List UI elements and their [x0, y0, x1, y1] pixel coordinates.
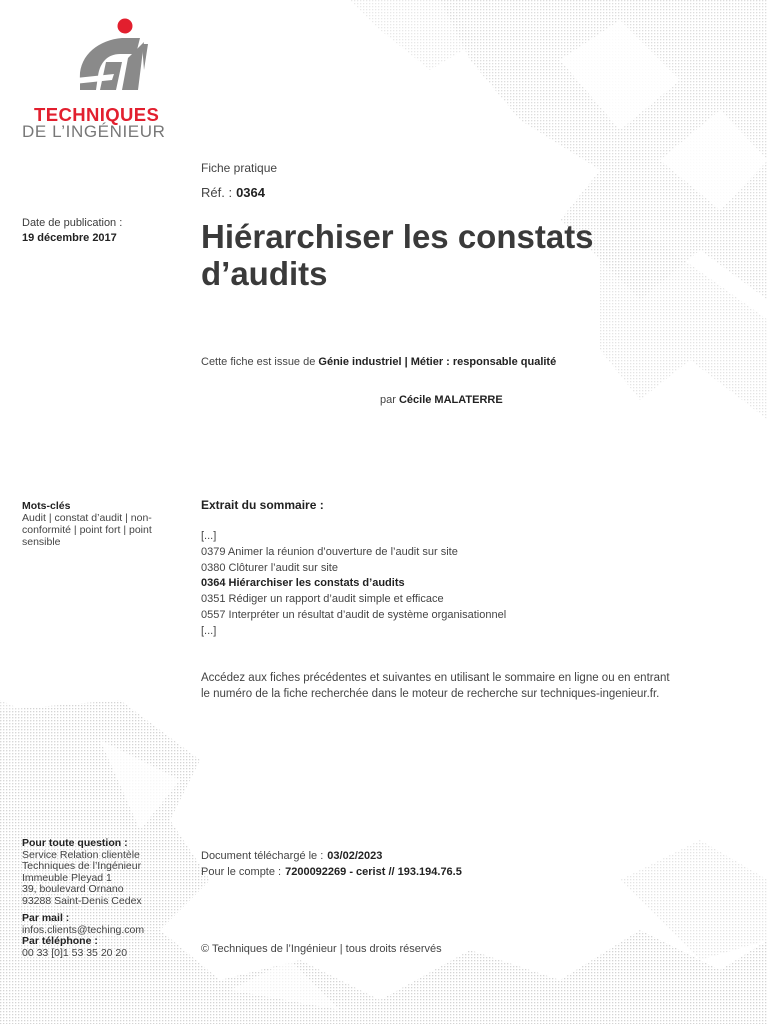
contact-block [22, 838, 192, 959]
summary-item[interactable]: 0380 Clôturer l’audit sur site [201, 561, 338, 574]
author-name: Cécile MALATERRE [398, 394, 503, 406]
access-instructions [201, 670, 731, 702]
summary-item: [...] [201, 624, 217, 637]
publication-date-label: Date de publication : [22, 217, 123, 229]
summary-item[interactable]: 0351 Rédiger un rapport d’audit simple et efficace [201, 593, 444, 606]
page-title [201, 218, 741, 292]
source-prefix: Cette fiche est issue de [201, 356, 316, 368]
summary-item-current: 0364 Hiérarchiser les constats d’audits [201, 577, 405, 590]
brand-name-line1: TECHNIQUES [34, 104, 160, 125]
keywords-text: Audit | constat d’audit | non-conformité | point fort | point sensible [22, 512, 152, 548]
access-line2: le numéro de la fiche recherchée dans le moteur de recherche sur techniques-ingenieur.fr. [201, 688, 660, 700]
reference [201, 185, 265, 200]
contact-service: Service Relation clientèle [22, 848, 140, 861]
download-date-value: 03/02/2023 [327, 850, 383, 862]
contact-mail[interactable]: infos.clients@teching.com [22, 923, 145, 936]
contact-street: 39, boulevard Ornano [22, 883, 124, 895]
keywords-block [22, 500, 172, 548]
summary-item: [...] [201, 530, 217, 542]
contact-company: Techniques de l’Ingénieur [22, 860, 142, 872]
download-account-value: 7200092269 - cerist // 193.194.76.5 [285, 866, 462, 878]
keywords-label: Mots-clés [22, 500, 71, 512]
title-line1: Hiérarchiser les constats [201, 218, 594, 255]
brand-name-line2: DE L’INGÉNIEUR [22, 122, 166, 141]
download-date-label: Document téléchargé le : [201, 850, 324, 862]
contact-building: Immeuble Pleyad 1 [22, 871, 112, 884]
contact-question-label: Pour toute question : [22, 837, 128, 849]
fiche-type-label: Fiche pratique [201, 161, 278, 175]
download-account-label: Pour le compte : [201, 866, 282, 878]
contact-city: 93288 Saint-Denis Cedex [22, 894, 142, 907]
ref-number: 0364 [236, 185, 265, 200]
source-line [201, 356, 556, 368]
contact-phone: 00 33 [0]1 53 35 20 20 [22, 946, 128, 959]
copyright-notice: © Techniques de l’Ingénieur | tous droits réservés [201, 943, 442, 955]
summary-item[interactable]: 0379 Animer la réunion d’ouverture de l’audit sur site [201, 545, 458, 558]
techniques-ingenieur-logo [20, 18, 200, 143]
access-line1: Accédez aux fiches précédentes et suivantes en utilisant le sommaire en ligne ou en entrant [201, 672, 670, 684]
summary-title: Extrait du sommaire : [201, 498, 324, 512]
summary-list [201, 529, 741, 640]
ti-logo-mark-icon [70, 18, 170, 103]
ref-label: Réf. : [201, 185, 233, 200]
title-line2: d’audits [201, 255, 328, 292]
download-date-row [201, 848, 462, 864]
author-line [380, 394, 503, 406]
source-domain: Génie industriel | Métier : responsable qualité [318, 356, 557, 368]
summary-item[interactable]: 0557 Interpréter un résultat d’audit de système organisationnel [201, 608, 507, 621]
author-prefix: par [380, 394, 396, 406]
publication-date-value: 19 décembre 2017 [22, 232, 117, 244]
contact-phone-label: Par téléphone : [22, 935, 98, 947]
download-account-row [201, 864, 462, 880]
publication-date-block [22, 216, 182, 246]
contact-mail-label: Par mail : [22, 912, 70, 924]
download-info [201, 848, 462, 880]
